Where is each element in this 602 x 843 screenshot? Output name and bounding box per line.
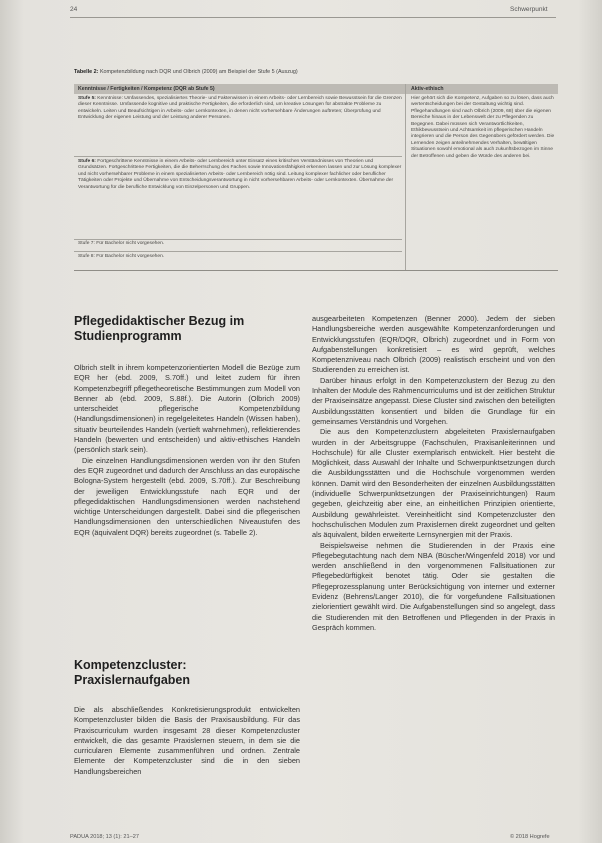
table-cell-aktiv-ethisch: Hier gehört sich die Kompetenz, Aufgaben so zu lösen, dass auch wertentscheidungen bei der Gestaltung wichtig sind. Pflegehandlungen sind nach Olbrich (2009, 68) über die eigenen Bereiche hinaus in der Lebenswelt der zu Pflegenden zu Begegnen. Dabei müssen sich Verantwortlichkeiten, Ethikbewusstsein und Achtsamkeit im pflegerischen Handeln integrieren und die Person des Gegenübers gefördert werden. Die Lernenden zeigen anteilnehmendes Verhalten, bewältigen Situationen sowohl emotional als auch zukunftsbezogen im Sinne der Betroffenen und geben die Würde des anderen bei. [411,96,555,159]
left-column-part1 [74,363,300,538]
left-column-part2 [74,705,300,777]
section-heading-kompetenzcluster: Kompetenzcluster: Praxislernaufgaben [74,658,191,687]
table-header-row [74,84,558,94]
table-bottom-rule [74,270,558,271]
row-label: Stufe 6: [78,159,96,164]
paragraph: Die aus den Kompetenzclustern abgeleiteten Praxislernaufgaben wurden in der Arbeitsgruppe (Fachschulen, Praxisanleiterinnen und Hochschule) für alle Cluster exemplarisch entwickelt. Hier besteht die Möglichkeit, dass Auswahl der Inhalte und Schwerpunktsetzungen durch die Ausbildungsstätten und die Hochschule vorgenommen werden können. Damit wird den Besonderheiten der einzelnen Ausbildungsstätten (individuelle Schwerpunktsetzungen der Praxiseinrichtungen) Raum gegeben, gleichzeitig aber eine, an einheitlichen Prinzipien orientierte, Ausbildung gewährleistet. Vereinheitlicht sind Kompetenzcluster den hochschulischen Modulen zum Praxislernen direkt zugeordnet und gelten als äquivalent, bilden erweiterte Lernsynergien mit der Praxis. [312,427,555,540]
table-row-stufe-5 [78,96,402,122]
table-caption [74,69,554,75]
paragraph: Olbrich stellt in ihrem kompetenzorientierten Modell die Bezüge zum EQR her (ebd. 2009, S.70ff.) und leitet zudem für ihren Kompetenzbegriff pflegetheoretische Bestimmungen zum Modell von Benner ab (ebd. 2009, S.88f.). Die Autorin (Olbrich 2009) unterscheidet pflegerische Kompetenzbildung (Handlungsdimensionen) in regelgeleitetes Handeln (Wissen haben), situativ beurteilendes Handeln (vertieft wahrnehmen), reflektierendes Handeln (bewerten und entscheiden) und aktiv-ethisches Handeln (persönlich stark sein). [74,363,300,455]
table-header-col1: Kenntnisse / Fertigkeiten / Kompetenz (DQR ab Stufe 5) [78,86,215,92]
row-divider [74,156,402,157]
footer-journal: PADUA 2018; 13 (1): 21–27 [70,834,139,840]
row-label: Stufe 5: [78,96,96,101]
page-number: 24 [70,6,78,13]
paragraph: Die als abschließendes Konkretisierungsprodukt entwickelten Kompetenzcluster bilden die Basis der Praxisausbildung. Für das Praxiscurriculum wurden insgesamt 28 dieser Kompetenzcluster entwickelt, die das gesamte Praxislernen steuern, in dem sie die curricularen Elemente zusammenführen und ordnen. Zentrale Elemente der Kompetenzcluster sind die in den sieben Handlungsbereichen [74,705,300,776]
paragraph: Beispielsweise nehmen die Studierenden in der Praxis eine Pflegebegutachtung nach dem NBA (Büscher/Wingenfeld 2018) vor und werden anschließend in den vorgenommenen Fallsituationen zur Pflegebedürftigkeit benotet tätig. Oder sie gestalten die Pflegeprozessplanung unter Berücksichtigung von interner und externer Evidenz (Behrens/Langer 2010), die für vorgefundene Fallsituationen zielorientiert gewählt wird. Die Aufgabenstellungen sind so angelegt, dass die Studierenden mit den Betroffenen und Pflegenden in der Praxis in Gespräch kommen. [312,540,555,632]
competence-table [74,84,558,271]
header-rule [70,17,556,18]
table-column-divider [405,84,406,271]
right-column [312,314,555,633]
table-header-col2: Aktiv-ethisch [411,86,444,92]
table-row-stufe-7: Stufe 7: Für Bachelor nicht vorgesehen. [78,241,165,246]
paragraph: Darüber hinaus erfolgt in den Kompetenzclustern der Bezug zu den Inhalten der Module des Rahmencurriculums und ist der zeitlichen Struktur der Praxiseinsätze angepasst. Diese Cluster sind zwischen den beteiligten Ausbildungsstätten konsentiert und bilden die Grundlage für ein gemeinsames Verständnis und Vorgehen. [312,375,555,426]
table-row-stufe-8: Stufe 8: Für Bachelor nicht vorgesehen. [78,254,165,259]
row-text: Kenntnisse: Umfassendes, spezialisiertes Theorie- und Faktenwissen in einem Arbeits- oder Lernbereich sowie Bewusstsein für die Grenzen dieser Kenntnisse. Umfassende kognitive und praktische Fertigkeiten, die erforderlich sind, um kreative Lösungen für abstrakte Probleme zu entwickeln. Leiten und Beaufsichtigen in Arbeits- oder Lernkontexten, in denen nicht vorhersehbare Änderungen auftreten; Überprüfung und Entwicklung der eigenen Leistung und der Leistung anderer Personen. [78,96,402,121]
running-header: Schwerpunkt [510,6,548,13]
table-row-stufe-6 [78,159,402,191]
section-heading-pflegedidaktisch: Pflegedidaktischer Bezug im Studienprogramm [74,314,245,343]
paragraph: ausgearbeiteten Kompetenzen (Benner 2000). Jedem der sieben Handlungsbereiche werden ausgewählte Kompetenzanforderungen und Entwicklungsstufen (EQR/DQR, Olbrich) zugeordnet und in Form von Aufgabenstellungen konkretisiert – es wird geprüft, welches Kompetenzniveau nach Olbrich (2009) realistisch erscheint und von den Studierenden zu erreichen ist. [312,314,555,375]
row-divider [74,251,402,252]
footer-copyright: © 2018 Hogrefe [510,834,550,840]
row-divider [74,239,402,240]
table-caption-text: Kompetenzbildung nach DQR und Olbrich (2009) am Beispiel der Stufe 5 (Auszug) [98,69,298,75]
row-text: Fortgeschrittene Kenntnisse in einem Arbeits- oder Lernbereich unter Einsatz eines kritischen Verständnisses von Theorien und Grundsätzen. Fortgeschrittene Fertigkeiten, die die Beherrschung des Faches sowie Innovationsfähigkeit erkennen lassen und zur Lösung komplexer und nicht vorhersehbarer Probleme in einem spezialisierten Arbeits- oder Lernbereich nötig sind. Leitung komplexer fachlicher oder beruflicher Tätigkeiten oder Projekte und Übernahme von Entscheidungsverantwortung in nicht vorhersehbaren Arbeits- oder Lernkontexten. Übernahme der Verantwortung für die berufliche Entwicklung von Einzelpersonen und Gruppen. [78,159,402,190]
table-caption-label: Tabelle 2: [74,69,99,75]
paragraph: Die einzelnen Handlungsdimensionen werden von ihr den Stufen des EQR zugeordnet und dadurch der Anschluss an das europäische Bologna-System hergestellt (ebd. 2009, S.70ff.). Zur Beschreibung der jeweiligen Entwicklungsstufe nach EQR und der pflegedidaktischen Handlungsdimensionen werden nachstehend wichtige Unterscheidungen dargestellt. Dabei sind die pflegerischen Handlungsdimensionen den unterschiedlichen Niveaustufen des EQR (äquivalent DQR) bereits zugeordnet (s. Tabelle 2). [74,455,300,537]
